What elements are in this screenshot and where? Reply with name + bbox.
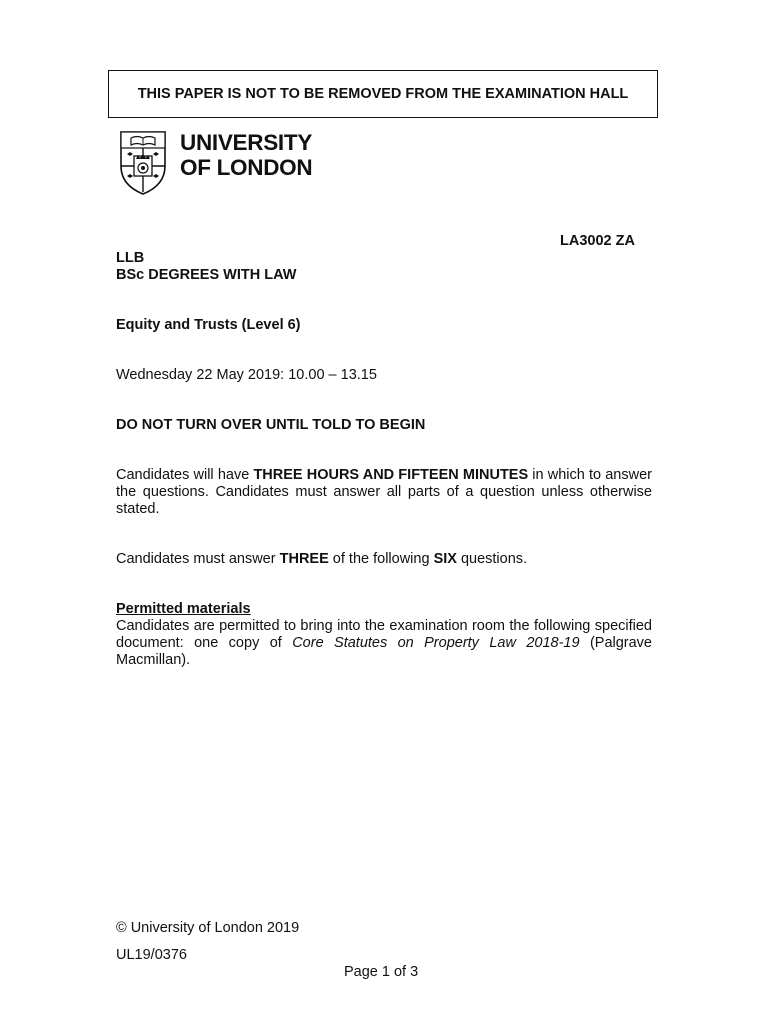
logo-wordmark (180, 130, 312, 180)
duration-instructions (116, 467, 652, 518)
duration-post: in which to answer the questions. Candidates must answer all parts of a question unless otherwise stated. (116, 467, 652, 517)
duration-pre: Candidates will have (116, 467, 254, 483)
notice-banner (108, 70, 658, 118)
university-crest-icon (119, 130, 167, 196)
logo-line-1: UNIVERSITY (180, 130, 313, 155)
answer-instructions (116, 551, 527, 567)
permitted-heading: Permitted materials (116, 601, 251, 617)
degree-2: BSc DEGREES WITH LAW (116, 267, 297, 283)
permitted-text-italic: Core Statutes on Property Law 2018-19 (292, 635, 580, 651)
university-logo (119, 130, 312, 196)
permitted-text-pre: Candidates are permitted to bring into the examination room the following specified document: one copy of (116, 618, 652, 651)
notice-text: THIS PAPER IS NOT TO BE REMOVED FROM THE EXAMINATION HALL (137, 86, 629, 102)
degree-1: LLB (116, 250, 145, 266)
turn-over-warning: DO NOT TURN OVER UNTIL TOLD TO BEGIN (116, 417, 426, 433)
course-code: LA3002 ZA (560, 233, 635, 249)
subject-title: Equity and Trusts (Level 6) (116, 317, 301, 333)
permitted-text (116, 618, 652, 669)
copyright: © University of London 2019 (116, 920, 300, 936)
answer-pre: Candidates must answer (116, 551, 280, 567)
permitted-text-post: (Palgrave Macmillan). (116, 635, 652, 668)
answer-bold-six: SIX (433, 551, 457, 567)
reference-code: UL19/0376 (116, 947, 187, 963)
page-number: Page 1 of 3 (344, 964, 419, 980)
logo-line-2: OF LONDON (180, 155, 313, 180)
duration-bold: THREE HOURS AND FIFTEEN MINUTES (253, 467, 529, 483)
exam-date-time: Wednesday 22 May 2019: 10.00 – 13.15 (116, 367, 377, 383)
answer-mid: of the following (328, 551, 434, 567)
answer-post: questions. (456, 551, 528, 567)
answer-bold-three: THREE (279, 551, 329, 567)
